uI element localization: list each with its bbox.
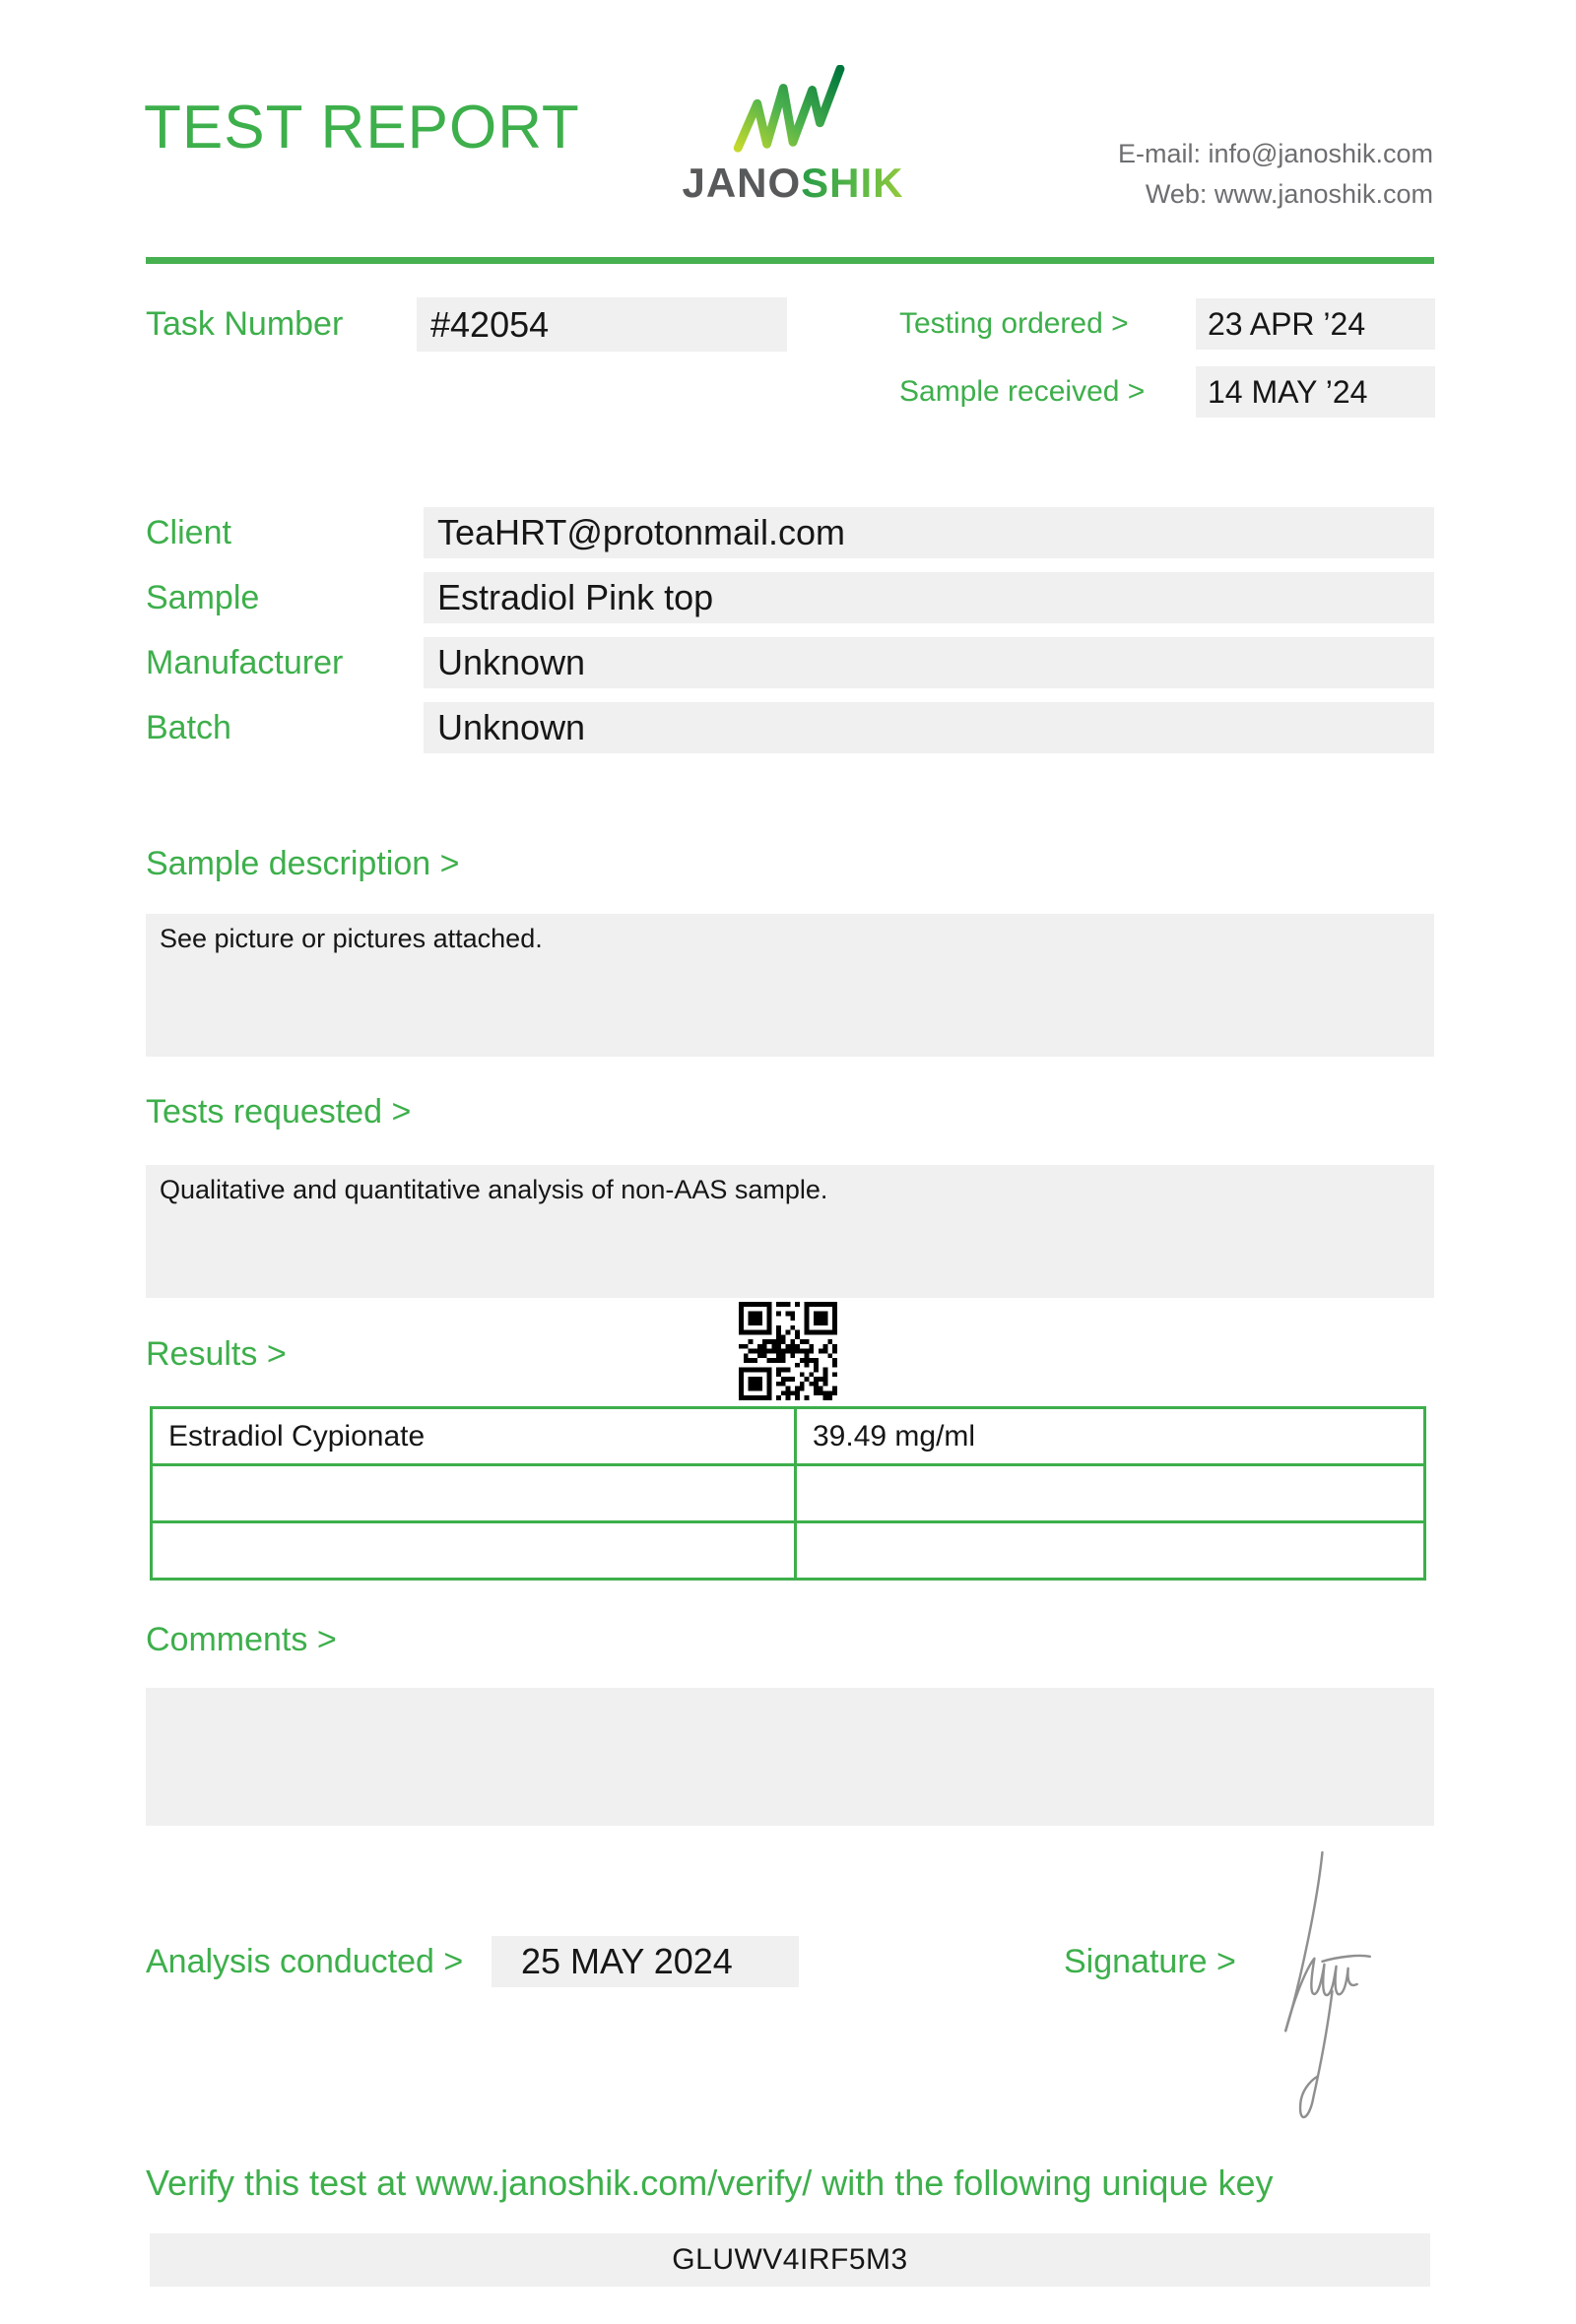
sample-description-heading: Sample description > — [146, 845, 460, 882]
analysis-conducted-label: Analysis conducted > — [146, 1943, 464, 1980]
batch-field — [424, 702, 1434, 753]
batch-value: Unknown — [437, 707, 586, 747]
sample-field — [424, 572, 1434, 623]
result-analyte-cell — [152, 1465, 796, 1522]
manufacturer-value: Unknown — [437, 642, 586, 682]
page-title: TEST REPORT — [144, 94, 580, 161]
result-value-cell — [796, 1465, 1425, 1522]
sample-description-box — [146, 914, 1434, 1057]
sample-received-field — [1196, 366, 1435, 418]
task-number-value: #42054 — [430, 304, 550, 345]
brand-name-left: JANO — [682, 160, 802, 206]
verify-key-value: GLUWV4IRF5M3 — [672, 2243, 908, 2276]
sample-received-value: 14 MAY ’24 — [1208, 374, 1368, 410]
brand-name-right: SHIK — [801, 160, 904, 206]
signature-image — [1266, 1847, 1389, 2135]
brand-logo — [678, 65, 908, 207]
tests-requested-box — [146, 1165, 1434, 1298]
verify-instruction: Verify this test at www.janoshik.com/verify/ with the following unique key — [146, 2163, 1274, 2203]
results-table — [150, 1406, 1426, 1581]
client-value: TeaHRT@protonmail.com — [437, 512, 846, 552]
task-number-label: Task Number — [146, 305, 344, 343]
comments-text — [146, 1688, 1434, 1698]
header-divider — [146, 257, 1434, 264]
client-field — [424, 507, 1434, 558]
results-row — [152, 1522, 1425, 1580]
results-row — [152, 1408, 1425, 1465]
sample-label: Sample — [146, 579, 260, 616]
sample-value: Estradiol Pink top — [437, 577, 714, 617]
analysis-date-value: 25 MAY 2024 — [521, 1941, 733, 1981]
qr-code — [739, 1302, 837, 1400]
manufacturer-label: Manufacturer — [146, 644, 344, 681]
contact-email: E-mail: info@janoshik.com — [1117, 139, 1433, 168]
results-row — [152, 1465, 1425, 1522]
signature-label: Signature > — [1064, 1943, 1236, 1980]
contact-web: Web: www.janoshik.com — [1145, 179, 1433, 210]
tests-requested-text: Qualitative and quantitative analysis of non-AAS sample. — [160, 1175, 828, 1204]
analysis-date-field — [492, 1936, 799, 1987]
brand-name — [678, 160, 908, 207]
sample-received-label: Sample received > — [899, 375, 1146, 408]
task-number-field — [417, 297, 787, 352]
verify-key-field — [150, 2233, 1430, 2287]
trend-chart-icon — [730, 65, 856, 158]
testing-ordered-field — [1196, 298, 1435, 350]
comments-heading: Comments > — [146, 1621, 337, 1658]
testing-ordered-value: 23 APR ’24 — [1208, 306, 1366, 342]
result-analyte-cell: Estradiol Cypionate — [152, 1408, 796, 1465]
testing-ordered-label: Testing ordered > — [899, 307, 1129, 340]
sample-description-text: See picture or pictures attached. — [160, 924, 543, 953]
result-analyte-cell — [152, 1522, 796, 1580]
results-heading: Results > — [146, 1335, 287, 1373]
result-value-cell — [796, 1522, 1425, 1580]
result-value-cell: 39.49 mg/ml — [796, 1408, 1425, 1465]
tests-requested-heading: Tests requested > — [146, 1093, 412, 1130]
batch-label: Batch — [146, 709, 231, 746]
client-label: Client — [146, 514, 231, 551]
manufacturer-field — [424, 637, 1434, 688]
contact-info — [1118, 134, 1433, 215]
comments-box — [146, 1688, 1434, 1826]
